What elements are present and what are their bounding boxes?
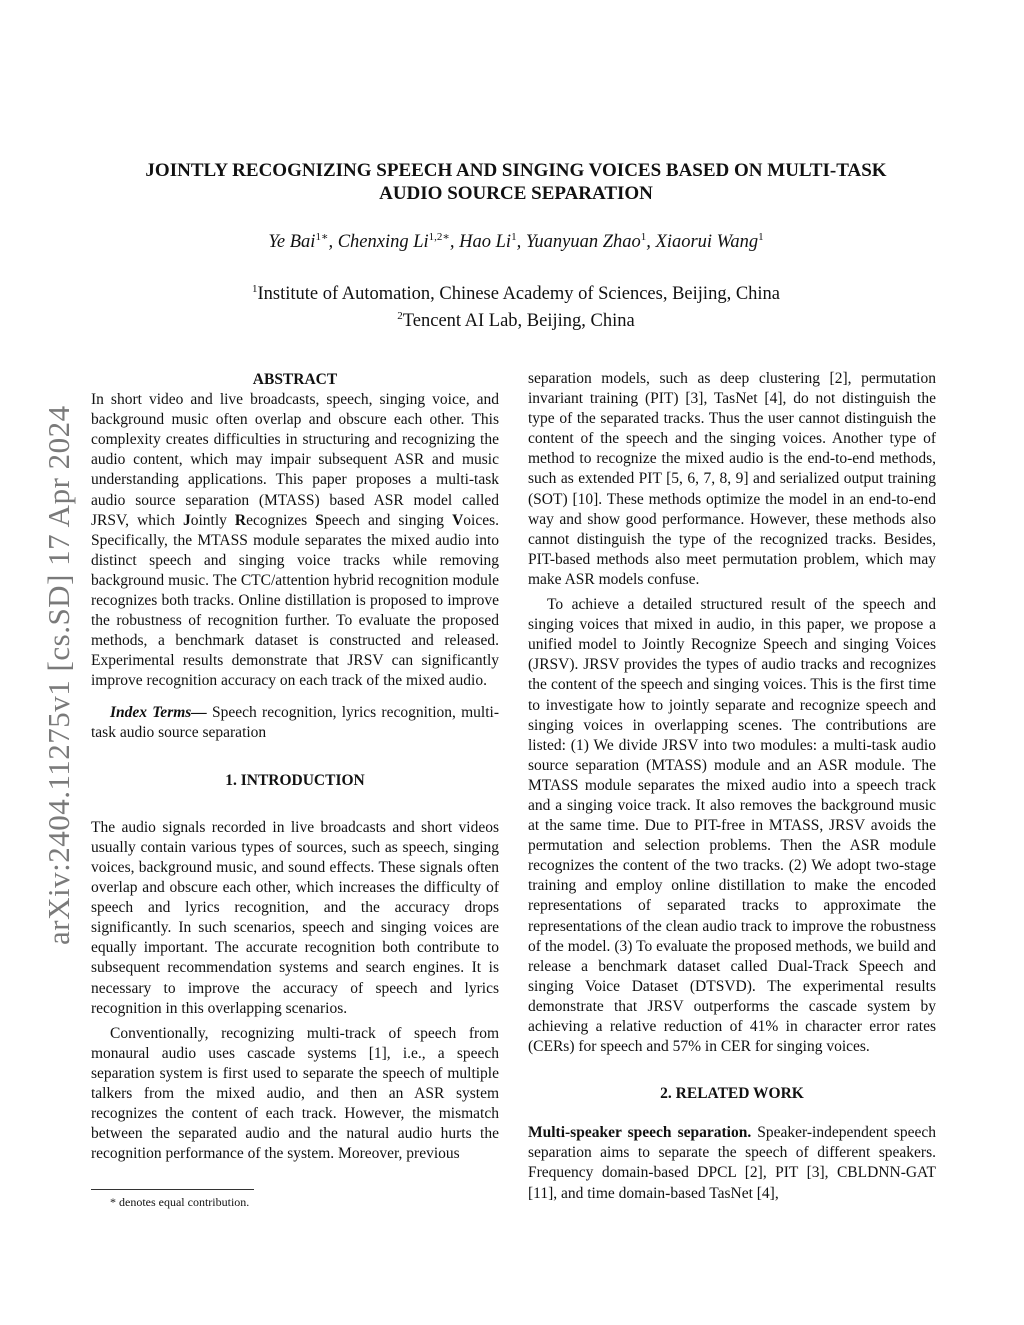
paper-title <box>96 159 936 205</box>
left-column <box>91 370 499 1164</box>
author-affiliation-mark: 1 <box>511 231 517 243</box>
author-list: Ye Bai$^{1∗}$, Chenxing $Li^{1,2∗}$, Hao Li$^1$, Yuanyuan Zhao$^1$, Xiaorui Wang$^1$ <box>268 231 764 253</box>
footnote-rule <box>91 1189 254 1190</box>
related-work-paragraph: Multi-speaker speech separation. Speaker-independent speech separation aims to separate the speech of different speakers. Frequency domain-based DPCL [2], PIT [3], CBLDNN-GAT [11], and time domain-based TasNet [4], <box>528 1124 936 1202</box>
affiliation-text: Institute of Automation, Chinese Academy of Sciences, Beijing, China <box>257 284 781 305</box>
author-affiliation-mark: 1∗ <box>315 231 329 243</box>
intro-paragraph-2: Conventionally, recognizing multi-track of speech from monaural audio uses cascade systems [1], i.e., a speech separation system is first used to separate the speech of multiple talkers from the mixed audio, and then an ASR system recognizes the content of each track. However, the mismatch between the separated audio and the natural audio hurts the recognition performance of the system. Moreover, previous <box>91 1024 499 1163</box>
arxiv-identifier: arXiv:2404.11275v1 [cs.SD] 17 Apr 2024 <box>41 405 76 945</box>
affiliation-mark: 2 <box>397 310 403 323</box>
intro-paragraph-3: separation models, such as deep clustering [2], permutation invariant training (PIT) [3], TasNet [4], do not distinguish the type of the separated tracks. Thus the user cannot distinguish the content of the speech and the singing voices. Another type of method to recognize the mixed audio is the end-to-end methods, such as extended PIT [5, 6, 7, 8, 9] and serialized output training (SOT) [10]. These methods optimize the model in an end-to-end way and show good performance. However, these methods also cannot distinguish the type of the recognized tracks. Besides, PIT-based methods also meet permutation problem, which may make ASR models confuse. <box>528 370 936 588</box>
right-column <box>528 369 936 1204</box>
author-name: Xiaorui Wang <box>655 232 759 253</box>
index-terms-label: Index Terms— <box>110 703 207 721</box>
author-affiliation-mark: 1,2∗ <box>428 231 450 243</box>
abstract-heading: ABSTRACT <box>252 371 338 388</box>
affiliations <box>96 278 936 332</box>
affiliation-line <box>96 278 936 305</box>
author-name: Yuanyuan Zhao <box>525 232 641 253</box>
footnote: * denotes equal contribution. <box>110 1195 250 1209</box>
intro-paragraph-1: The audio signals recorded in live broadcasts and short videos usually contain various types of sources, such as speech, singing voices, background music, and sound effects. These signals often overlap and obscure each other, which increases the difficulty of speech and lyrics recognition, and the accuracy drops significantly. In such scenarios, speech and singing voices are equally important. The accurate recognition both contribute to subsequent recommendation systems and search engines. It is necessary to improve the accuracy of speech and lyrics recognition in this overlapping scenarios. <box>91 818 499 1017</box>
intro-heading: 1. INTRODUCTION <box>225 771 365 789</box>
author-name: Chenxing Li <box>337 232 429 253</box>
title-line-2: AUDIO SOURCE SEPARATION <box>379 183 653 204</box>
author-name: Hao Li <box>459 232 512 253</box>
affiliation-text: Tencent AI Lab, Beijing, China <box>402 311 635 332</box>
abstract-paragraph: In short video and live broadcasts, speech, singing voice, and background music often overlap and obscure each other. This complexity creates difficulties in structuring and recognizing the audio content, which may impair subsequent ASR and music understanding applications. This paper proposes a multi-task audio source separation (MTASS) based ASR model called JRSV, which Jointly Recognizes Speech and singing Voices. Specifically, the MTASS module separates the mixed audio into distinct speech and singing voice tracks while removing background music. The CTC/attention hybrid recognition module recognizes both tracks. Online distillation is proposed to improve the robustness of recognition further. To evaluate the proposed methods, a benchmark dataset is constructed and released. Experimental results demonstrate that JRSV can significantly improve recognition accuracy on each track of the mixed audio. <box>91 391 499 690</box>
affiliation-line <box>96 305 936 332</box>
author-affiliation-mark: 1 <box>640 231 647 243</box>
intro-paragraph-4: To achieve a detailed structured result of the speech and singing voices that mixed in audio, in this paper, we propose a unified model to Jointly Recognize Speech and singing Voices (JRSV). JRSV provides the types of audio tracks and recognizes the content of the speech and singing voices. This is the first time to investigate how to jointly separate and recognize speech and singing voices in overlapping scenes. The contributions are listed: (1) We divide JRSV into two modules: a multi-task audio source separation (MTASS) module and an ASR module. The MTASS module separates the mixed audio into a speech track and a singing voice track. It also removes the background music at the same time. Due to PIT-free in MTASS, JRSV avoids the permutation and selection problems. Then the ASR module recognizes the content of the two tracks. (2) We adopt two-stage training and employ online distillation to make the encoded representations of separated tracks to approximate the representations of the clean audio track to improve the robustness of the model. (3) To evaluate the proposed methods, we build and release a benchmark dataset called Dual-Track Speech and singing Voice Dataset (DTSVD). The experimental results demonstrate that JRSV outperforms the cascade system by achieving a relative reduction of 41% in character error rates (CERs) for speech and 57% in CER for singing voices. <box>528 596 936 1056</box>
author-affiliation-mark: 1 <box>758 231 764 243</box>
affiliation-mark: 1 <box>251 283 258 295</box>
related-work-heading: 2. RELATED WORK <box>660 1085 804 1103</box>
title-line-1: JOINTLY RECOGNIZING SPEECH AND SINGING VOICES BASED ON MULTI-TASK <box>145 160 887 181</box>
index-terms-text: Speech recognition, lyrics recognition, multi-task audio source separation <box>91 703 499 741</box>
author-name: Ye Bai <box>268 232 316 253</box>
subsection-heading: Multi-speaker speech separation. <box>528 1124 752 1142</box>
index-terms <box>91 703 499 743</box>
